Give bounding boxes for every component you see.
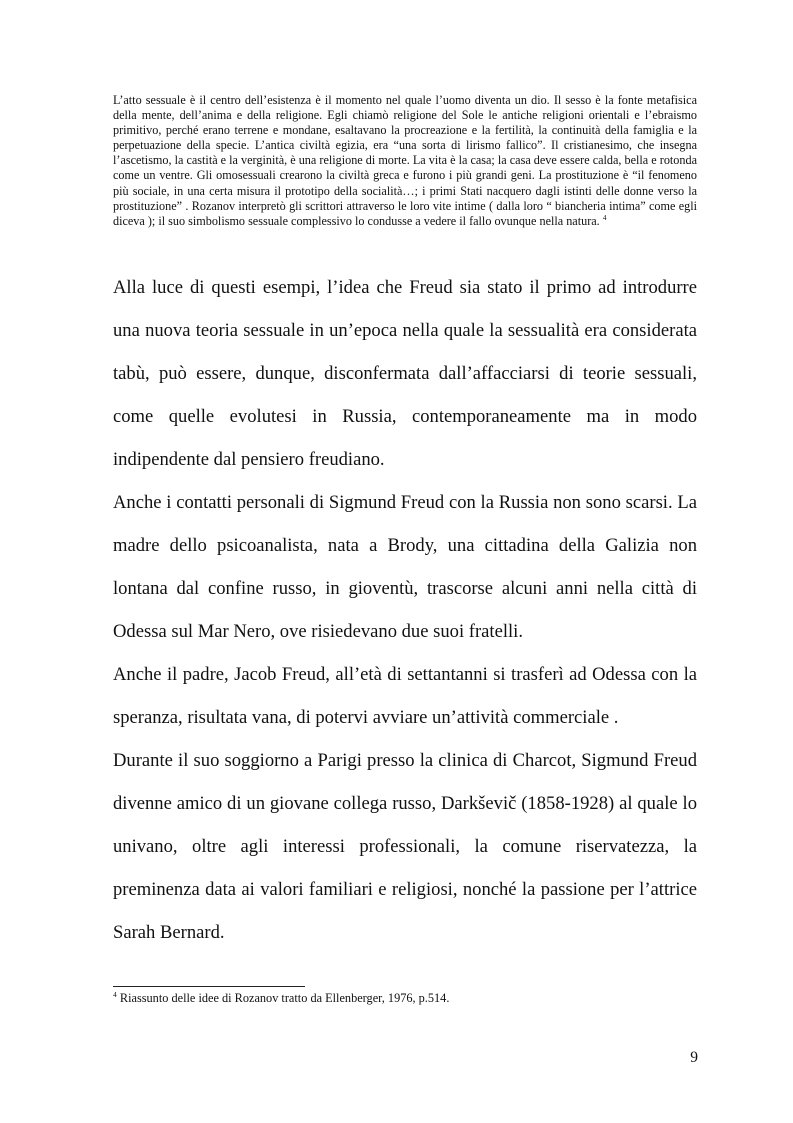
footnote-reference[interactable]: 4 [602, 212, 607, 222]
paragraph-4: Durante il suo soggiorno a Parigi presso la clinica di Charcot, Sigmund Freud divenne amico di un giovane collega russo, Darkševič (1858-1928) al quale lo univano, oltre agli interessi professionali, la comune riservatezza, la preminenza data ai valori familiari e religiosi, nonché la passione per l’attrice Sarah Bernard. [113, 750, 697, 943]
paragraph-1: Alla luce di questi esempi, l’idea che Freud sia stato il primo ad introdurre una nuova teoria sessuale in un’epoca nella quale la sessualità era considerata tabù, può essere, dunque, disconfermata dall’affacciarsi di teorie sessuali, come quelle evolutesi in Russia, contemporaneamente ma in modo indipendente dal pensiero freudiano. [113, 277, 697, 470]
main-text [113, 266, 697, 954]
block-quote [113, 93, 697, 229]
footnote [113, 991, 697, 1006]
quote-text: L’atto sessuale è il centro dell’esistenza è il momento nel quale l’uomo diventa un dio. Il sesso è la fonte metafisica della mente, dell’anima e della religione. Egli chiamò religione del Sole le antiche religioni orientali e l’ebraismo primitivo, perché erano terrene e mondane, esaltavano la procreazione e la fertilità, la continuità della famiglia e la perpetuazione della specie. L’antica civiltà egizia, era “una sorta di lirismo fallico”. Il cristianesimo, che insegna l’ascetismo, la castità e la verginità, è una religione di morte. La vita è la casa; la casa deve essere calda, bella e rotonda come un ventre. Gli omosessuali crearono la civiltà greca e furono i più grandi geni. La prostituzione è “il fenomeno più sociale, in una certa misura il prototipo della socialità…; i primi Stati nacquero dagli istinti delle donne verso la prostituzione” . Rozanov interpretò gli scrittori attraverso le loro vite intime ( dalla loro “ biancheria intima” come egli diceva ); il suo simbolismo sessuale complessivo lo condusse a vedere il fallo ovunque nella natura. [113, 93, 697, 228]
footnote-separator [113, 986, 305, 987]
footnote-number: 4 [113, 989, 117, 999]
paragraph-2: Anche i contatti personali di Sigmund Freud con la Russia non sono scarsi. La madre dello psicoanalista, nata a Brody, una cittadina della Galizia non lontana dal confine russo, in gioventù, trascorse alcuni anni nella città di Odessa sul Mar Nero, ove risiedevano due suoi fratelli. [113, 492, 697, 642]
footnote-text: Riassunto delle idee di Rozanov tratto da Ellenberger, 1976, p.514. [116, 991, 450, 1005]
paragraph-3: Anche il padre, Jacob Freud, all’età di settantanni si trasferì ad Odessa con la speranza, risultata vana, di potervi avviare un’attività commerciale . [113, 664, 697, 728]
page-number: 9 [690, 1049, 698, 1066]
